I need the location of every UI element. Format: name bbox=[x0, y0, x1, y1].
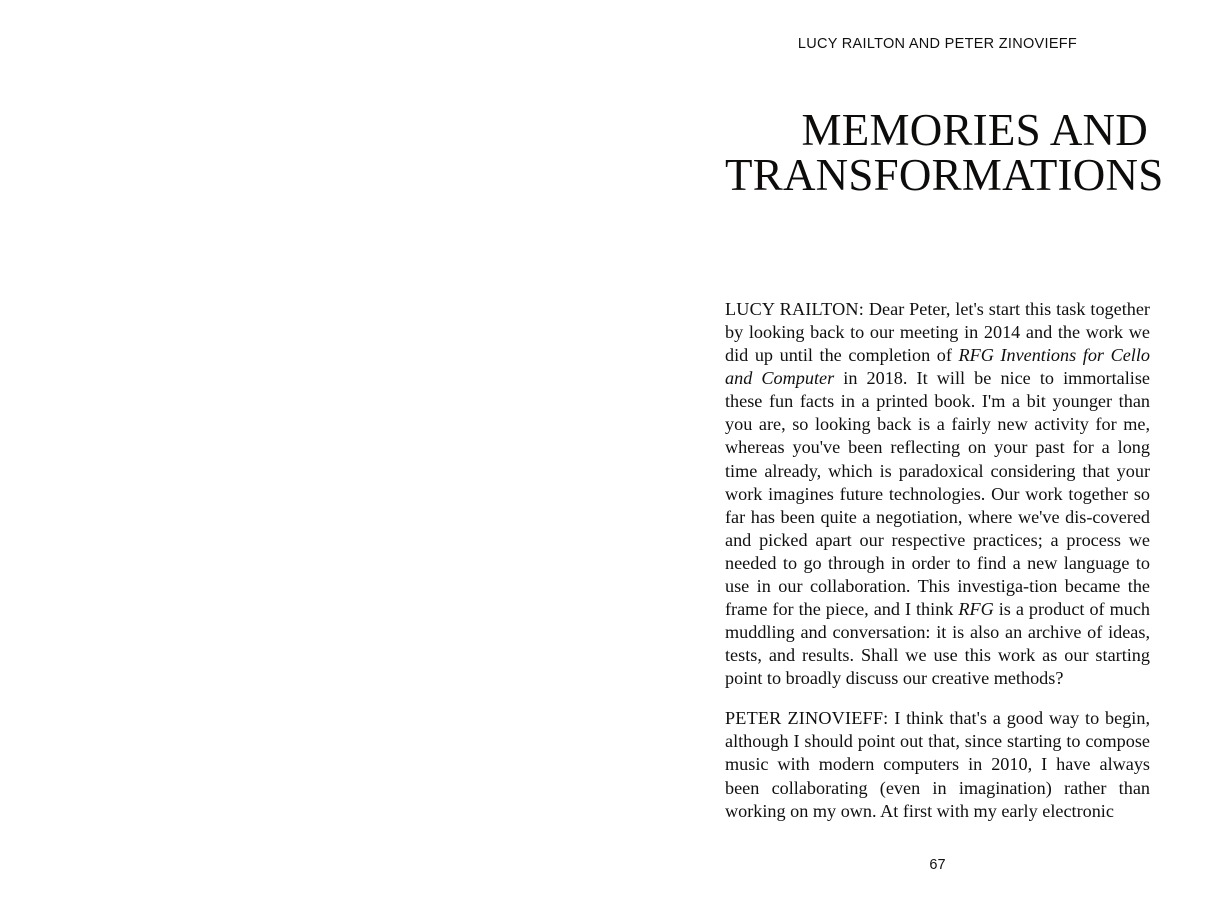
body-paragraph bbox=[725, 298, 1150, 690]
page-number: 67 bbox=[929, 857, 946, 873]
page-title-line-2: TRANSFORMATIONS bbox=[725, 150, 1164, 200]
text-run: Dear Peter, let's start this task together by looking back to our meeting in 2014 and the work we did up until the completion of bbox=[725, 299, 1150, 366]
running-head: LUCY RAILTON AND PETER ZINOVIEFF bbox=[797, 36, 1078, 52]
italic-title: RFG bbox=[958, 599, 994, 620]
page-title-line-1: MEMORIES AND bbox=[801, 105, 1148, 155]
body-text bbox=[725, 298, 1150, 823]
text-run: in 2018. It will be nice to immortalise these fun facts in a printed book. I'm a bit younger than you are, so looking back is a fairly new activity for me, whereas you've been reflecting on your past for a long time already, which is paradoxical considering that your work imagines future technologies. Our work together so far has been quite a negotiation, where we've dis-covered and picked apart our respective practices; a process we needed to go through in order to find a new language to use in our collaboration. This investiga-tion became the frame for the piece, and I think bbox=[725, 368, 1151, 620]
text-run: I think that's a good way to begin, although I should point out that, since starting to compose music with modern computers in 2010, I have always been collaborating (even in imagination) rather than working on my own. At first with my early electronic bbox=[725, 708, 1151, 821]
page-title bbox=[725, 105, 1164, 200]
speaker-label: PETER ZINOVIEFF: bbox=[725, 708, 889, 729]
body-paragraph bbox=[725, 707, 1150, 822]
text-run: is a product of much muddling and conversation: it is also an archive of ideas, tests, and results. Shall we use this work as our starting point to broadly discuss our creative methods? bbox=[725, 599, 1150, 689]
speaker-label: LUCY RAILTON: bbox=[725, 299, 864, 319]
italic-title: RFG Inventions for Cello and Computer bbox=[725, 345, 1150, 389]
